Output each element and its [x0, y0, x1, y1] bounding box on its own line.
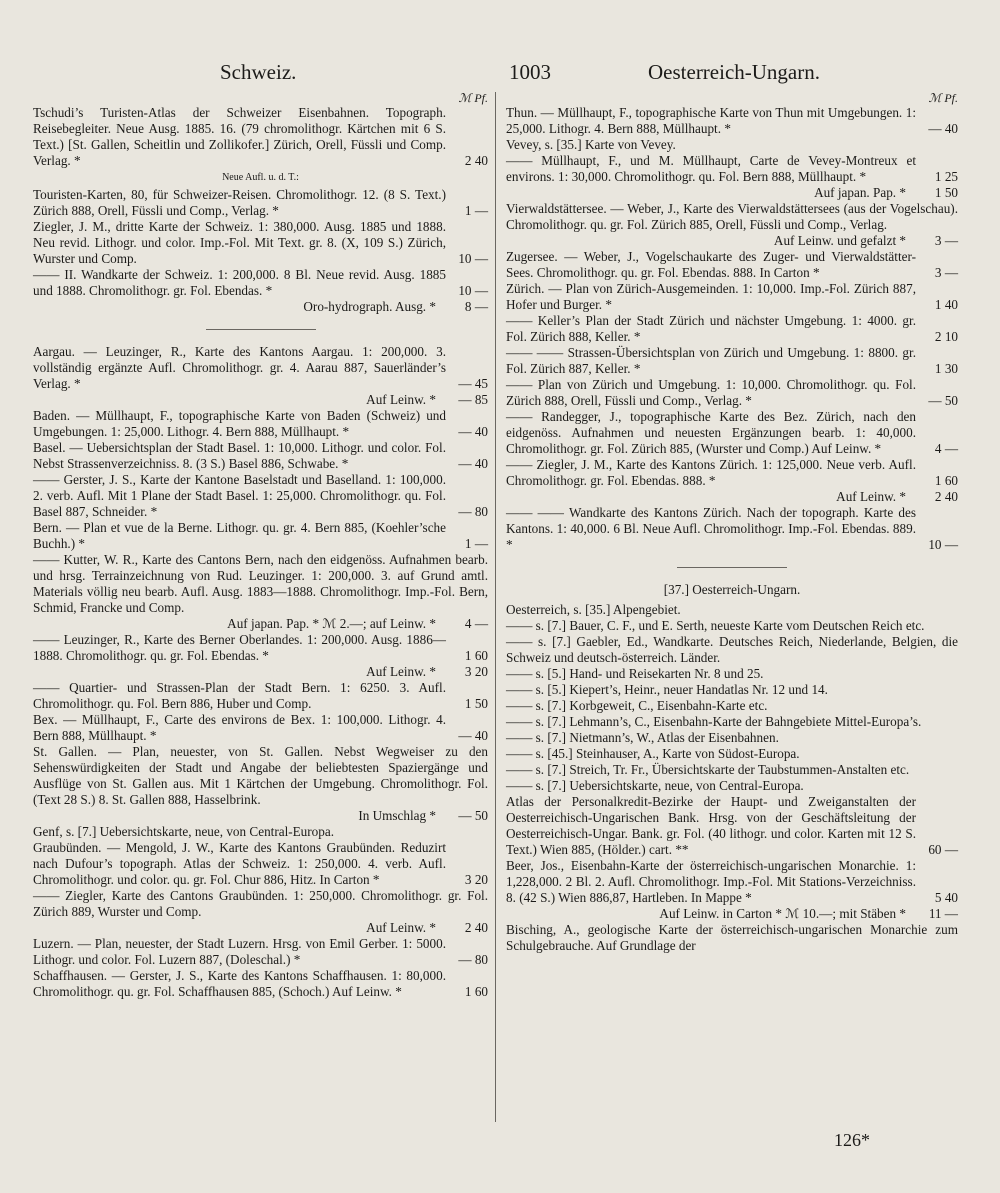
catalog-entry	[33, 440, 488, 472]
entry-price: — 80	[458, 952, 488, 967]
price-label: Oro-hydrograph. Ausg. *	[303, 299, 436, 314]
catalog-entry	[506, 794, 958, 858]
entry-text: Zugersee. — Weber, J., Vogelschaukarte des Zuger- und Vierwaldstätter-Sees. Chromolithogr. qu. gr. Fol. Ebendas. 888. In Carton *	[506, 249, 916, 280]
entry-price: — 40	[458, 456, 488, 471]
currency-heading-left: ℳ Pf.	[458, 91, 488, 105]
entry-price: 3 20	[464, 664, 488, 679]
price-label: Auf japan. Pap. *	[814, 185, 906, 200]
header-left-title: Schweiz.	[220, 60, 297, 84]
entry-price: 1 40	[934, 297, 958, 312]
entry-text: Ziegler, J. M., dritte Karte der Schweiz. 1: 380,000. Ausg. 1885 und 1888. Neu revid. Lithogr. und color. Imp.-Fol. Mit Text. gr. 8. (X, 109 S.) Zürich, Wurster und Comp.	[33, 219, 446, 266]
entry-text: —— Gerster, J. S., Karte der Kantone Baselstadt und Baselland. 1: 100,000. 2. verb. Aufl. Mit 1 Plane der Stadt Basel. 1: 25,000. Chromolithogr. qu. Fol. Basel 887, Schneider. *	[33, 472, 446, 519]
page-header	[30, 60, 970, 90]
entry-text: —— s. [7.] Korbgeweit, C., Eisenbahn-Karte etc.	[506, 698, 768, 713]
entry-price: 1 50	[934, 185, 958, 200]
section-rule	[677, 567, 787, 568]
entry-text: Beer, Jos., Eisenbahn-Karte der österreichisch-ungarischen Monarchie. 1: 1,228,000. 2 Bl. 2. Aufl. Chromolithogr. Imp.-Fol. Mit Stations-Verzeichniss. 8. (42 S.) Wien 886,87, Hartleben. In Mappe *	[506, 858, 916, 905]
entry-text: —— II. Wandkarte der Schweiz. 1: 200,000. 8 Bl. Neue revid. Ausg. 1885 und 1888. Chromolithogr. gr. Fol. Ebendas. *	[33, 267, 446, 298]
section-heading: [37.] Oesterreich-Ungarn.	[663, 582, 801, 597]
entry-text: Oesterreich, s. [35.] Alpengebiet.	[506, 602, 681, 617]
entry-text: —— Müllhaupt, F., und M. Müllhaupt, Carte de Vevey-Montreux et environs. 1: 30,000. Chromolithogr. qu. Fol. Bern 888, Müllhaupt. *	[506, 153, 916, 184]
catalog-entry	[506, 249, 958, 281]
catalog-entry	[33, 824, 488, 840]
column-divider	[495, 92, 496, 1122]
entry-text: —— Plan von Zürich und Umgebung. 1: 10,000. Chromolithogr. qu. Fol. Zürich 888, Orell, Füssli und Comp., Verlag. *	[506, 377, 916, 408]
left-entries	[33, 105, 488, 1000]
entry-price: 2 40	[464, 920, 488, 935]
entry-text: —— s. [7.] Lehmann’s, C., Eisenbahn-Karte der Bahngebiete Mittel-Europa’s.	[506, 714, 922, 729]
price-label: Auf Leinw. *	[366, 392, 436, 407]
entry-text: Bern. — Plan et vue de la Berne. Lithogr. qu. gr. 4. Bern 885, (Koehler’sche Buchh.) *	[33, 520, 446, 551]
entry-price: 11 —	[928, 906, 958, 921]
entry-price: 10 —	[458, 251, 488, 266]
entry-text: —— Randegger, J., topographische Karte des Bez. Zürich, nach den eidgenöss. Aufnahmen und neuesten Ergänzungen bearb. 1: 40,000. Chromolithogr. gr. Fol. Zürich 885, (Wurster und Comp.) Auf Leinw. *	[506, 409, 916, 456]
entry-price: — 50	[928, 393, 958, 408]
catalog-entry	[33, 744, 488, 808]
catalog-entry	[506, 457, 958, 489]
entry-text: —— s. [7.] Gaebler, Ed., Wandkarte. Deutsches Reich, Niederlande, Belgien, die Schweiz und deutsch-österreich. Länder.	[506, 634, 958, 665]
catalog-entry	[33, 552, 488, 616]
entry-price: 1 60	[464, 648, 488, 663]
entry-price: 1 25	[934, 169, 958, 184]
entry-text: —— Ziegler, J. M., Karte des Kantons Zürich. 1: 125,000. Neue verb. Aufl. Chromolithogr. gr. Fol. Ebendas. 888. *	[506, 457, 916, 488]
left-column	[33, 90, 488, 1000]
catalog-entry	[506, 634, 958, 666]
entry-text: —— Kutter, W. R., Karte des Cantons Bern, nach den eidgenöss. Aufnahmen bearb. und hrsg. Terrainzeichnung von Rud. Leuzinger. 1: 200,000. 3. auf Grund amtl. Materials völlig neu bearb. Aufl. Ausg. 1883—1888. Chromolithogr. Imp.-Fol. Bern, Schmid, Francke und Comp.	[33, 552, 488, 615]
catalog-entry	[33, 712, 488, 744]
entry-price: — 40	[458, 424, 488, 439]
catalog-entry	[33, 520, 488, 552]
entry-price: — 80	[458, 504, 488, 519]
entry-price: 1 —	[464, 203, 488, 218]
entry-price: 1 60	[464, 984, 488, 999]
entry-price: 10 —	[928, 537, 958, 552]
entry-text: —— —— Wandkarte des Kantons Zürich. Nach der topograph. Karte des Kantons. 1: 40,000. 6 Bl. Neue Aufl. Chromolithogr. Imp.-Fol. Ebendas. 889. *	[506, 505, 916, 552]
entry-text: Touristen-Karten, 80, für Schweizer-Reisen. Chromolithogr. 12. (8 S. Text.) Zürich 888, Orell, Füssli und Comp., Verlag. *	[33, 187, 446, 218]
entry-price: 4 —	[934, 441, 958, 456]
catalog-entry	[506, 137, 958, 153]
catalog-entry	[33, 680, 488, 712]
entry-price: 1 50	[464, 696, 488, 711]
entry-price: 3 —	[934, 233, 958, 248]
entry-text: —— Keller’s Plan der Stadt Zürich und nächster Umgebung. 1: 4000. gr. Fol. Zürich 888, Keller. *	[506, 313, 916, 344]
catalog-entry	[506, 682, 958, 698]
right-column	[506, 90, 958, 954]
catalog-entry	[506, 505, 958, 553]
catalog-entry	[506, 409, 958, 457]
price-line	[33, 808, 488, 824]
catalog-entry	[506, 153, 958, 185]
catalog-entry	[506, 746, 958, 762]
entry-text: Vevey, s. [35.] Karte von Vevey.	[506, 137, 676, 152]
price-label: Auf Leinw. und gefalzt *	[773, 233, 906, 248]
entry-text: —— s. [5.] Kiepert’s, Heinr., neuer Handatlas Nr. 12 und 14.	[506, 682, 828, 697]
catalog-entry	[506, 666, 958, 682]
entry-price: 4 —	[464, 616, 488, 631]
catalog-entry	[506, 922, 958, 954]
catalog-entry	[33, 632, 488, 664]
catalog-entry	[506, 602, 958, 618]
catalog-entry	[33, 344, 488, 392]
catalog-entry	[506, 377, 958, 409]
entry-text: —— —— Strassen-Übersichtsplan von Zürich und Umgebung. 1: 8800. gr. Fol. Zürich 887, Keller. *	[506, 345, 916, 376]
entry-text: Thun. — Müllhaupt, F., topographische Karte von Thun mit Umgebungen. 1: 25,000. Lithogr. 4. Bern 888, Müllhaupt. *	[506, 105, 916, 136]
entry-text: Schaffhausen. — Gerster, J. S., Karte des Kantons Schaffhausen. 1: 80,000. Chromolithogr. qu. gr. Fol. Schaffhausen 885, (Schoch.) Auf Leinw. *	[33, 968, 446, 999]
entry-text: —— Quartier- und Strassen-Plan der Stadt Bern. 1: 6250. 3. Aufl. Chromolithogr. qu. Fol. Bern 886, Huber und Comp.	[33, 680, 446, 711]
entry-text: —— s. [45.] Steinhauser, A., Karte von Südost-Europa.	[506, 746, 800, 761]
currency-heading-right: ℳ Pf.	[928, 91, 958, 105]
entry-price: — 85	[458, 392, 488, 407]
price-line	[506, 489, 958, 505]
price-label: Auf Leinw. *	[366, 920, 436, 935]
price-label: Auf japan. Pap. * ℳ 2.—; auf Leinw. *	[227, 616, 436, 631]
catalog-entry	[33, 840, 488, 888]
entry-price: 2 10	[934, 329, 958, 344]
entry-text: —— Ziegler, Karte des Cantons Graubünden. 1: 250,000. Chromolithogr. gr. Fol. Zürich 889, Wurster und Comp.	[33, 888, 488, 919]
price-label: Auf Leinw. *	[836, 489, 906, 504]
entry-price: 60 —	[928, 842, 958, 857]
catalog-entry	[33, 267, 488, 299]
price-label: Auf Leinw. *	[366, 664, 436, 679]
entry-text: Baden. — Müllhaupt, F., topographische Karte von Baden (Schweiz) und Umgebungen. 1: 25,000. Lithogr. 4. Bern 888, Müllhaupt. *	[33, 408, 446, 439]
catalog-entry	[506, 345, 958, 377]
entry-text: Luzern. — Plan, neuester, der Stadt Luzern. Hrsg. von Emil Gerber. 1: 5000. Lithogr. und color. Fol. Luzern 887, (Doleschal.) *	[33, 936, 446, 967]
price-line	[33, 392, 488, 408]
header-right-title: Oesterreich-Ungarn.	[648, 60, 820, 84]
section-rule	[206, 329, 316, 330]
price-line	[33, 299, 488, 315]
catalog-entry	[506, 201, 958, 233]
entry-text: —— s. [7.] Nietmann’s, W., Atlas der Eisenbahnen.	[506, 730, 779, 745]
catalog-entry	[506, 105, 958, 137]
entry-price: — 50	[458, 808, 488, 823]
entry-price: 1 30	[934, 361, 958, 376]
entry-text: —— s. [5.] Hand- und Reisekarten Nr. 8 und 25.	[506, 666, 764, 681]
entry-text: Graubünden. — Mengold, J. W., Karte des Kantons Graubünden. Reduzirt nach Dufour’s topograph. Atlas der Schweiz. 1: 250,000. 4. verb. Aufl. Chromolithogr. und color. qu. gr. Fol. Chur 886, Hitz. In Carton *	[33, 840, 446, 887]
entry-price: 1 —	[464, 536, 488, 551]
entry-note: Neue Aufl. u. d. T.:	[222, 172, 299, 183]
catalog-entry	[33, 936, 488, 968]
catalog-entry	[33, 408, 488, 440]
entry-text: Basel. — Uebersichtsplan der Stadt Basel. 1: 10,000. Lithogr. und color. Fol. Nebst Strassenverzeichniss. 8. (3 S.) Basel 886, Schwabe. *	[33, 440, 446, 471]
price-line	[506, 185, 958, 201]
entry-text: Tschudi’s Turisten-Atlas der Schweizer Eisenbahnen. Topograph. Reisebegleiter. Neue Ausg. 1885. 16. (79 chromolithogr. Kärtchen mit 6 S. Text.) [St. Gallen, Scheitlin und Zollikofer.] Zürich, Orell, Füssli und Comp. Verlag. *	[33, 105, 446, 168]
catalog-entry	[506, 714, 958, 730]
entry-text: Bex. — Müllhaupt, F., Carte des environs de Bex. 1: 100,000. Lithogr. 4. Bern 888, Müllhaupt. *	[33, 712, 446, 743]
price-label: In Umschlag *	[358, 808, 436, 823]
catalog-entry	[33, 105, 488, 169]
entry-text: —— s. [7.] Uebersichtskarte, neue, von Central-Europa.	[506, 778, 804, 793]
page-number: 1003	[509, 60, 551, 84]
entry-price: 5 40	[934, 890, 958, 905]
catalog-entry	[506, 730, 958, 746]
entry-text: —— Leuzinger, R., Karte des Berner Oberlandes. 1: 200,000. Ausg. 1886—1888. Chromolithogr. qu. gr. Fol. Ebendas. *	[33, 632, 446, 663]
price-line	[33, 616, 488, 632]
catalog-entry	[506, 778, 958, 794]
entry-price: — 40	[928, 121, 958, 136]
price-line	[33, 920, 488, 936]
catalog-entry	[506, 762, 958, 778]
entry-price: 2 40	[934, 489, 958, 504]
catalog-entry	[33, 187, 488, 219]
catalog-entry	[33, 968, 488, 1000]
entry-text: Bisching, A., geologische Karte der österreichisch-ungarischen Monarchie zum Schulgebrauche. Auf Grundlage der	[506, 922, 958, 953]
entry-text: Aargau. — Leuzinger, R., Karte des Kantons Aargau. 1: 200,000. 3. vollständig ergänzte Aufl. Chromolithogr. gr. 4. Aarau 887, Sauerländer’s Verlag. *	[33, 344, 446, 391]
catalog-entry	[33, 219, 488, 267]
price-line	[506, 233, 958, 249]
entry-text: Atlas der Personalkredit-Bezirke der Haupt- und Zweiganstalten der Oesterreichisch-Ungarischen Bank. Hrsg. von der Geschäftsleitung der Oesterreichisch-Ungar. Bank. gr. Fol. (40 lithogr. und color. Karten mit 12 S. Text.) Wien 885, (Hölder.) cart. **	[506, 794, 916, 857]
entry-text: Vierwaldstättersee. — Weber, J., Karte des Vierwaldstättersees (aus der Vogelschau). Chromolithogr. qu. gr. Fol. Zürich 885, Orell, Füssli und Comp., Verlag.	[506, 201, 958, 232]
catalog-entry	[506, 281, 958, 313]
entry-price: 2 40	[464, 153, 488, 168]
entry-text: Zürich. — Plan von Zürich-Ausgemeinden. 1: 10,000. Imp.-Fol. Zürich 887, Hofer und Burger. *	[506, 281, 916, 312]
entry-text: St. Gallen. — Plan, neuester, von St. Gallen. Nebst Wegweiser zu den Sehenswürdigkeiten der Stadt und Angabe der beliebtesten Spaziergänge und Ausflüge von St. Gallen aus. Mit 1 Kärtchen der Umgebung. Chromolithogr. Fol. (Text 28 S.) 8. St. Gallen 888, Hasselbrink.	[33, 744, 488, 807]
entry-price: — 40	[458, 728, 488, 743]
price-line	[33, 664, 488, 680]
catalog-entry	[506, 618, 958, 634]
catalog-entry	[506, 698, 958, 714]
catalog-entry	[506, 858, 958, 906]
entry-price: 3 20	[464, 872, 488, 887]
entry-text: Genf, s. [7.] Uebersichtskarte, neue, von Central-Europa.	[33, 824, 335, 839]
entry-price: 10 —	[458, 283, 488, 298]
signature-mark: 126*	[834, 1130, 870, 1150]
price-label: Auf Leinw. in Carton * ℳ 10.—; mit Stäben *	[659, 906, 906, 921]
entry-price: — 45	[458, 376, 488, 391]
entry-price: 1 60	[934, 473, 958, 488]
catalog-entry	[506, 313, 958, 345]
entry-price: 8 —	[464, 299, 488, 314]
catalog-entry	[33, 888, 488, 920]
entry-price: 3 —	[934, 265, 958, 280]
right-entries	[506, 105, 958, 954]
entry-text: —— s. [7.] Streich, Tr. Fr., Übersichtskarte der Taubstummen-Anstalten etc.	[506, 762, 910, 777]
price-line	[506, 906, 958, 922]
entry-text: —— s. [7.] Bauer, C. F., und E. Serth, neueste Karte vom Deutschen Reich etc.	[506, 618, 925, 633]
catalog-entry	[33, 472, 488, 520]
